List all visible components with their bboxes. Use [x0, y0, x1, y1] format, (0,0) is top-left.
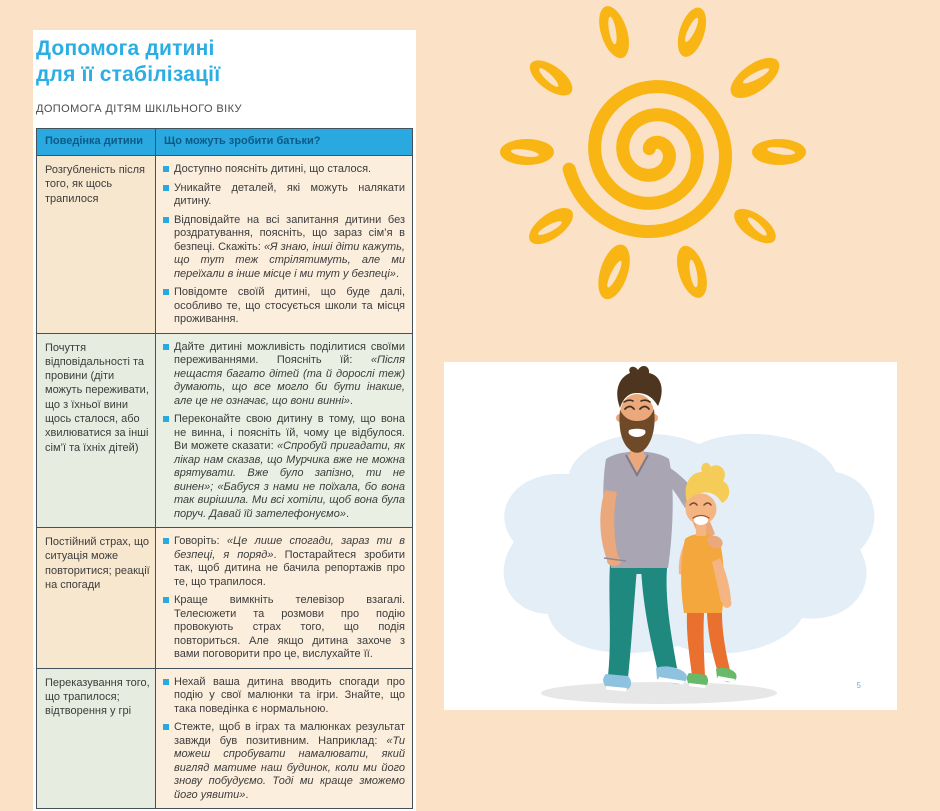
bullet-item: [163, 163, 405, 177]
behavior-cell: Почуття відповідальності та провини (діти можуть переживати, що з їхньої вини щось сталося, або хвилюватися за інші сім’ї та їхніх дітей): [37, 333, 156, 528]
advice-cell: [156, 333, 413, 528]
advice-cell: [156, 156, 413, 334]
table-header-row: [37, 129, 413, 156]
father-son-illustration: [444, 362, 897, 710]
bullet-item: [163, 214, 405, 282]
bullet-text: Краще вимкніть телевізор взагалі. Телесюжети та розмови про подію провокують страх того, що подія повториться. Але якщо дитина захоче з вами поговорити про це, вислухайте її.: [174, 594, 405, 660]
bullet-item: [163, 594, 405, 662]
bullet-square-icon: [163, 166, 169, 172]
table-row: [37, 668, 413, 809]
sun-illustration: [496, 0, 808, 308]
bullet-text: Нехай ваша дитина вводить спогади про подію у свої малюнки та ігри. Знайте, що така поведінка є нормальною.: [174, 675, 405, 715]
bullet-square-icon: [163, 597, 169, 603]
ground-shadow: [541, 682, 777, 704]
bullet-text: Стежте, щоб в іграх та малюнках результат завжди був позитивним. Наприклад: «Ти можеш спробувати намалювати, який вигляд матиме наш будинок, коли ми його знову побудуємо. Тоді ми краще зможемо його уявити».: [174, 721, 405, 801]
bullet-text: Уникайте деталей, які можуть налякати дитину.: [174, 181, 405, 207]
bullet-square-icon: [163, 416, 169, 422]
bullet-square-icon: [163, 289, 169, 295]
bullet-square-icon: [163, 679, 169, 685]
page-title-line2: для її стабілізації: [36, 63, 221, 86]
bullet-square-icon: [163, 538, 169, 544]
sun-ray: [500, 139, 554, 165]
behavior-cell: Розгубленість після того, як щось трапилося: [37, 156, 156, 334]
bullet-item: [163, 341, 405, 409]
bullet-item: [163, 182, 405, 209]
document-panel: [33, 30, 416, 811]
illustration-card: [444, 362, 897, 710]
bullet-item: [163, 286, 405, 327]
header-advice: Що можуть зробити батьки?: [156, 129, 413, 156]
page-number: 5: [856, 681, 861, 690]
bullet-square-icon: [163, 185, 169, 191]
sun-ray: [672, 4, 711, 60]
sun-ray: [592, 241, 636, 303]
page-title: [36, 36, 414, 88]
bullet-text: Повідомте своїй дитині, що буде далі, особливо те, що стосується школи та місця проживання.: [174, 286, 405, 325]
bullet-text: Відповідайте на всі запитання дитини без роздратування, поясніть, що зараз сім’я в безпеці. Скажіть: «Я знаю, інші діти кажуть, що тут теж стрілятимуть, але ми переїхали в інше місце і ми тут у безпеці».: [174, 213, 405, 280]
page-title-line1: Допомога дитині: [36, 37, 215, 60]
behavior-advice-table: [36, 128, 413, 809]
bullet-square-icon: [163, 217, 169, 223]
sun-ray: [671, 242, 712, 301]
sun-ray: [752, 139, 806, 165]
sun-ray: [728, 202, 781, 249]
subtitle: ДОПОМОГА ДІТЯМ ШКІЛЬНОГО ВІКУ: [36, 103, 242, 115]
table-row: [37, 333, 413, 528]
sun-ray: [724, 50, 786, 106]
bullet-square-icon: [163, 344, 169, 350]
bullet-item: [163, 413, 405, 521]
bullet-text: Переконайте свою дитину в тому, що вона не винна, і поясніть їй, чому це відбулося. Ви можете сказати: «Спробуй пригадати, як лікар нам сказав, що Мурчика вже не можна врятувати. Вже було запізно, ти не винен»; «Бабуся з нами не поїхала, бо вона так вирішила. Ми всі хотіли, щоб вона була поруч. Давай їй зателефонуємо».: [174, 413, 405, 520]
behavior-cell: Постійний страх, що ситуація може повторитися; реакції на спогади: [37, 528, 156, 669]
bullet-item: [163, 676, 405, 717]
advice-cell: [156, 668, 413, 809]
sun-ray: [593, 2, 634, 61]
behavior-cell: Переказування того, що трапилося; відтворення у грі: [37, 668, 156, 809]
bullet-text: Доступно поясніть дитині, що сталося.: [174, 163, 372, 175]
table-row: [37, 528, 413, 669]
bullet-item: [163, 535, 405, 589]
bullet-text: Дайте дитині можливість поділитися своїми переживаннями. Поясніть їй: «Після нещастя багато дітей (та й дорослі теж) думають, що все могло би бути інакше, але це не означає, що вони винні».: [174, 340, 405, 407]
advice-cell: [156, 528, 413, 669]
table-row: [37, 156, 413, 334]
sun-ray: [523, 201, 579, 251]
bullet-text: Говоріть: «Це лише спогади, зараз ти в безпеці, я поряд». Постарайтеся зробити так, щоб дитина не бачила репортажів про те, що трапилося.: [174, 535, 406, 588]
header-behavior: Поведінка дитини: [37, 129, 156, 156]
sun-ray: [524, 54, 578, 103]
bullet-square-icon: [163, 724, 169, 730]
bullet-item: [163, 721, 405, 802]
